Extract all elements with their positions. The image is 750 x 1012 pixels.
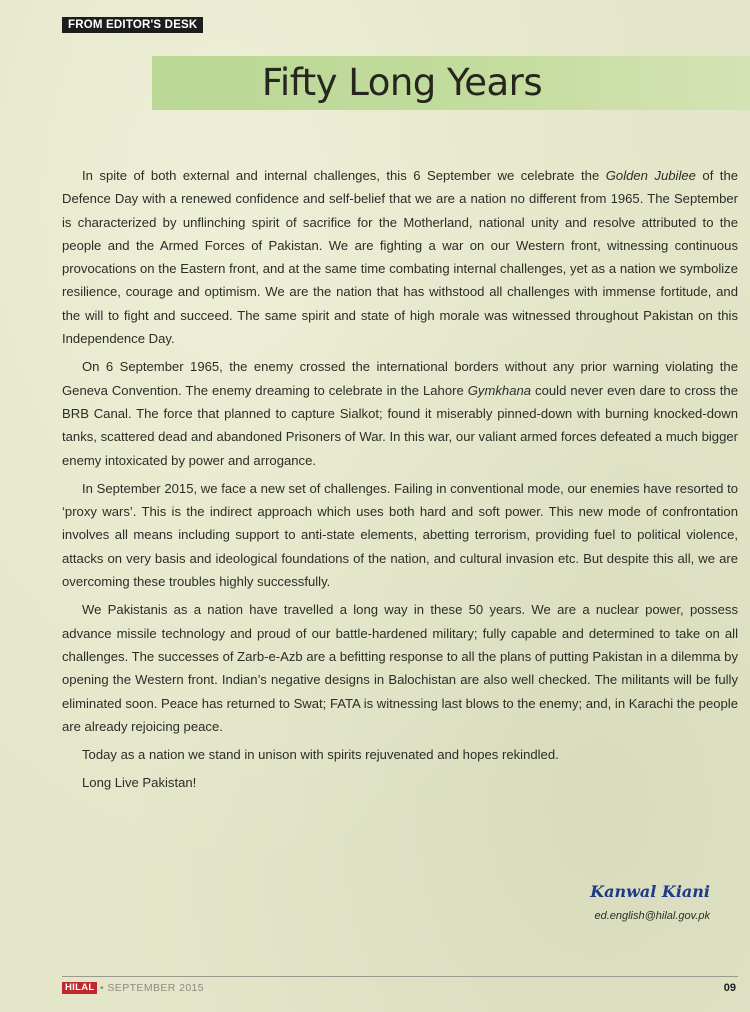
paragraph-6: Long Live Pakistan! xyxy=(82,775,197,791)
page-number: 09 xyxy=(723,982,736,994)
paragraph-3: In September 2015, we face a new set of challenges. Failing in conventional mode, our enemies have resorted to ‘proxy wars’. This is the indirect approach which uses both hard and soft power. This new mode of confrontation involves all means including support to anti-state elements, abetting terrorism, providing fuel to political violence, attacks on very basis and ideological foundations of the nation, and cultural invasion etc. But despite this all, we are overcoming these troubles highly successfully. xyxy=(62,480,738,590)
editorial-body xyxy=(62,164,738,800)
paragraph-1-text-b: of the Defence Day with a renewed confidence and self-belief that we are a nation no different from 1965. The September is characterized by unflinching spirit of sacrifice for the Motherland, national unity and resolve attributed to the people and the Armed Forces of Pakistan. We are fighting a war on our Western front, witnessing continuous provocations on the Eastern front, and at the same time combating internal challenges, yet as a nation we symbolize resilience, courage and optimism. We are the nation that has withstood all challenges with immense fortitude, and the will to fight and succeed. The same spirit and state of high morale was witnessed throughout Pakistan on this Independence Day. xyxy=(62,168,739,347)
editor-email: ed.english@hilal.gov.pk xyxy=(594,910,710,922)
paragraph-2-text-a: On 6 September 1965, the enemy crossed the international borders without any prior warning violating the Geneva Convention. The enemy dreaming to celebrate in the Lahore xyxy=(62,359,738,398)
issue-date: • SEPTEMBER 2015 xyxy=(100,982,205,994)
page-title: Fifty Long Years xyxy=(261,61,543,104)
paragraph-1-text-a: In spite of both external and internal challenges, this 6 September we celebrate the xyxy=(82,168,606,183)
paragraph-2 xyxy=(62,355,738,471)
paragraph-1 xyxy=(62,164,738,350)
paragraph-2-emphasis: Gymkhana xyxy=(467,382,532,398)
paragraph-1-emphasis: Golden Jubilee xyxy=(605,168,696,183)
section-label: FROM EDITOR'S DESK xyxy=(62,17,203,33)
footer-divider xyxy=(62,976,738,977)
paragraph-4: We Pakistanis as a nation have travelled a long way in these 50 years. We are a nuclear power, possess advance missile technology and proud of our battle-hardened military; fully capable and determined to take on all challenges. The successes of Zarb-e-Azb are a befitting response to all the plans of putting Pakistan in a dilemma by opening the Western front. Indian’s negative designs in Balochistan are also well checked. The militants will be fully eliminated soon. Peace has returned to Swat; FATA is witnessing last blows to the enemy; and, in Karachi the people are already rejoicing peace. xyxy=(62,602,738,734)
paragraph-5: Today as a nation we stand in unison with spirits rejuvenated and hopes rekindled. xyxy=(82,747,559,763)
paragraph-2-text-b: could never even dare to cross the BRB Canal. The force that planned to capture Sialkot; found it miserably pinned-down with burning knocked-down tanks, scattered dead and abandoned Prisoners of War. In this war, our valiant armed forces defeated a much bigger enemy intoxicated by power and arrogance. xyxy=(62,382,739,468)
magazine-brand-logo: HILAL xyxy=(62,982,97,994)
editor-signature: Kanwal Kiani xyxy=(590,882,710,901)
